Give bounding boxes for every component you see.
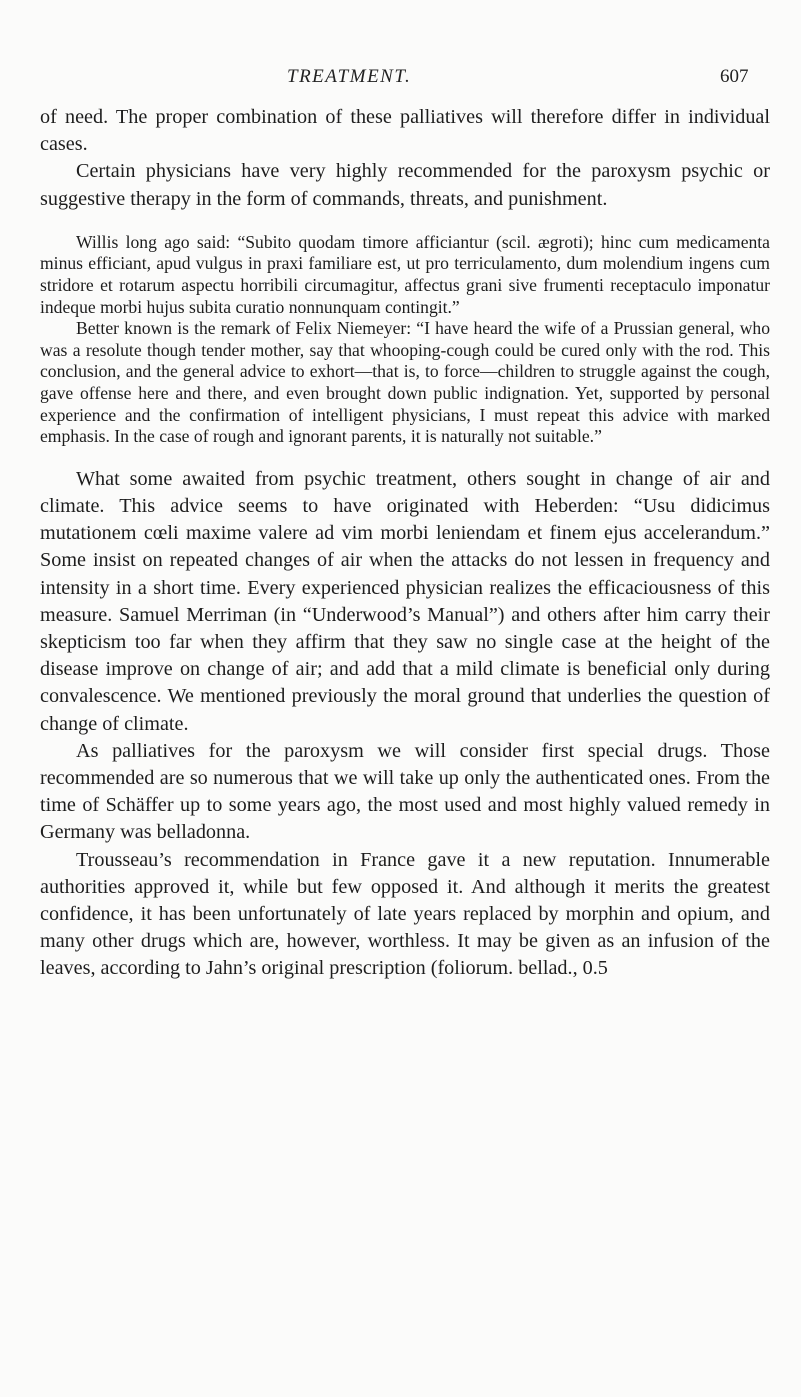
running-title: TREATMENT. xyxy=(287,66,412,87)
page-number: 607 xyxy=(720,66,749,87)
paragraph-trousseau: Trousseau’s recommendation in France gave it a new reputation. Innumerable authorities approved it, while but few opposed it. And although it merits the greatest confidence, it has been unfortunately of late years replaced by morphin and opium, and many other drugs which are, however, worthless. It may be given as an infusion of the leaves, according to Jahn’s original prescription (foliorum. bellad., 0.5 xyxy=(40,848,770,980)
paragraph-willis-quote: Willis long ago said: “Subito quodam timore afficiantur (scil. ægroti); hinc cum medicamenta minus efficiant, apud vulgus in praxi familiare est, ut pro terriculamento, dum molendium ingens cum stridore et rotarum aspectu horribili circumagitur, affectus grani sive frumenti receptaculo imponatur indeque morbi hujus subita curatio nonnunquam contingit.” xyxy=(40,231,770,317)
paragraph-psychic-therapy: Certain physicians have very highly recommended for the paroxysm psychic or suggestive therapy in the form of commands, threats, and punishment. xyxy=(40,160,770,210)
paragraph-change-of-air: What some awaited from psychic treatment, others sought in change of air and climate. This advice seems to have originated with Heberden: “Usu didicimus mutationem cœli maxime valere ad vim morbi leniendam et finem ejus accelerandum.” Some insist on repeated changes of air when the attacks do not lessen in frequency and intensity in a short time. Every experienced physician realizes the efficaciousness of this measure. Samuel Merriman (in “Underwood’s Manual”) and others after him carry their skepticism too far when they affirm that they saw no single case at the height of the disease improve on change of air; and add that a mild climate is beneficial only during convalescence. We mentioned previously the moral ground that underlies the question of change of climate. xyxy=(40,467,770,735)
running-head xyxy=(0,66,801,92)
body-text xyxy=(40,104,770,983)
paragraph-palliatives: As palliatives for the paroxysm we will consider first special drugs. Those recommended are so numerous that we will take up only the authenticated ones. From the time of Schäffer up to some years ago, the most used and most highly valued remedy in Germany was belladonna. xyxy=(40,739,770,844)
paragraph-continuation: of need. The proper combination of these palliatives will therefore differ in individual cases. xyxy=(40,106,770,156)
paragraph-niemeyer-quote: Better known is the remark of Felix Niemeyer: “I have heard the wife of a Prussian general, who was a resolute though tender mother, say that whooping-cough could be cured only with the rod. This conclusion, and the general advice to exhort—that is, to force—children to struggle against the cough, gave offense here and there, and even brought down public indignation. Yet, supported by personal experience and the confirmation of intelligent physicians, I must repeat this advice with marked emphasis. In the case of rough and ignorant parents, it is naturally not suitable.” xyxy=(40,318,770,447)
